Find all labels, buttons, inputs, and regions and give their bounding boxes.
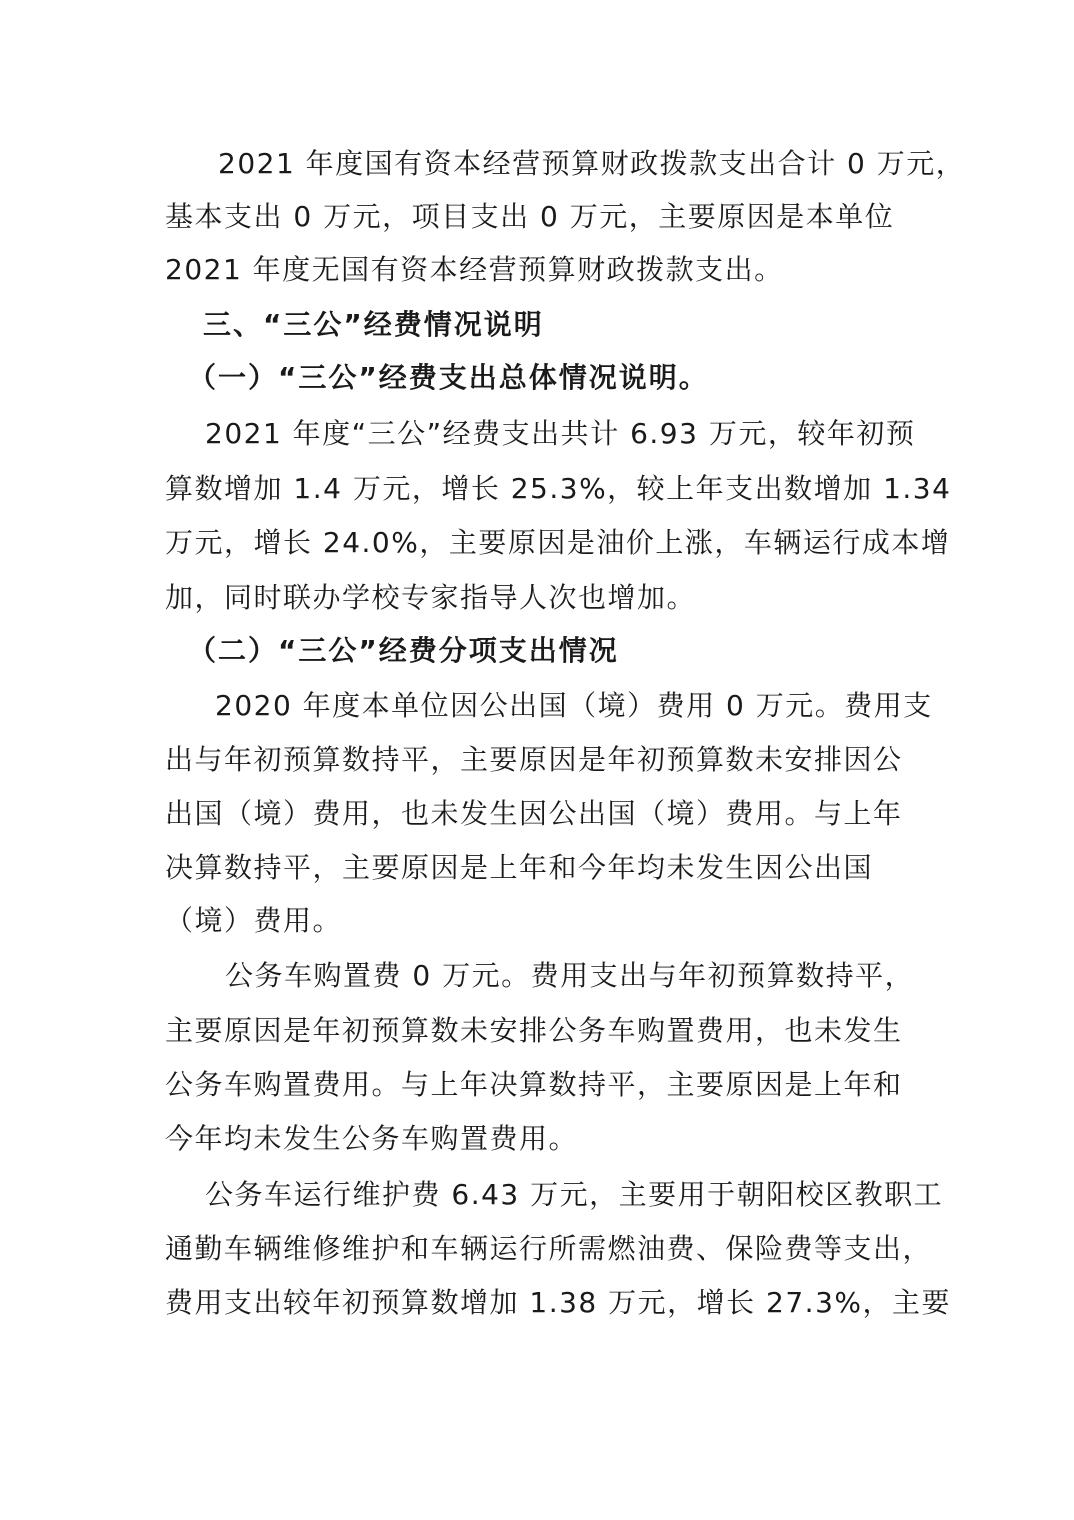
paragraph-line: 万元，增长 24.0%，主要原因是油价上涨，车辆运行成本增 — [165, 526, 951, 559]
paragraph-line: 加，同时联办学校专家指导人次也增加。 — [165, 581, 697, 614]
paragraph-line: 今年均未发生公务车购置费用。 — [165, 1122, 579, 1155]
section-heading: 三、“三公”经费情况说明 — [203, 308, 544, 341]
paragraph-line: 费用支出较年初预算数增加 1.38 万元，增长 27.3%，主要 — [165, 1286, 951, 1319]
subsection-heading: （二）“三公”经费分项支出情况 — [188, 634, 619, 667]
subsection-heading: （一）“三公”经费支出总体情况说明。 — [188, 361, 709, 394]
paragraph-line: 公务车购置费 0 万元。费用支出与年初预算数持平， — [225, 959, 915, 992]
paragraph-line: （境）费用。 — [165, 904, 343, 937]
paragraph-line: 基本支出 0 万元，项目支出 0 万元，主要原因是本单位 — [165, 200, 895, 233]
paragraph-line: 主要原因是年初预算数未安排公务车购置费用，也未发生 — [165, 1014, 903, 1047]
paragraph-line: 算数增加 1.4 万元，增长 25.3%，较上年支出数增加 1.34 — [165, 472, 952, 505]
paragraph-line: 出与年初预算数持平，主要原因是年初预算数未安排因公 — [165, 743, 903, 776]
paragraph-line: 2020 年度本单位因公出国（境）费用 0 万元。费用支 — [215, 689, 933, 722]
paragraph-line: 2021 年度无国有资本经营预算财政拨款支出。 — [165, 253, 784, 286]
paragraph-line: 出国（境）费用，也未发生因公出国（境）费用。与上年 — [165, 797, 903, 830]
paragraph-line: 2021 年度国有资本经营预算财政拨款支出合计 0 万元， — [218, 147, 966, 180]
paragraph-line: 公务车购置费用。与上年决算数持平，主要原因是上年和 — [165, 1068, 903, 1101]
paragraph-line: 通勤车辆维修维护和车辆运行所需燃油费、保险费等支出， — [165, 1232, 933, 1265]
paragraph-line: 2021 年度“三公”经费支出共计 6.93 万元，较年初预 — [205, 417, 916, 450]
paragraph-line: 决算数持平，主要原因是上年和今年均未发生因公出国 — [165, 851, 874, 884]
paragraph-line: 公务车运行维护费 6.43 万元，主要用于朝阳校区教职工 — [205, 1178, 944, 1211]
